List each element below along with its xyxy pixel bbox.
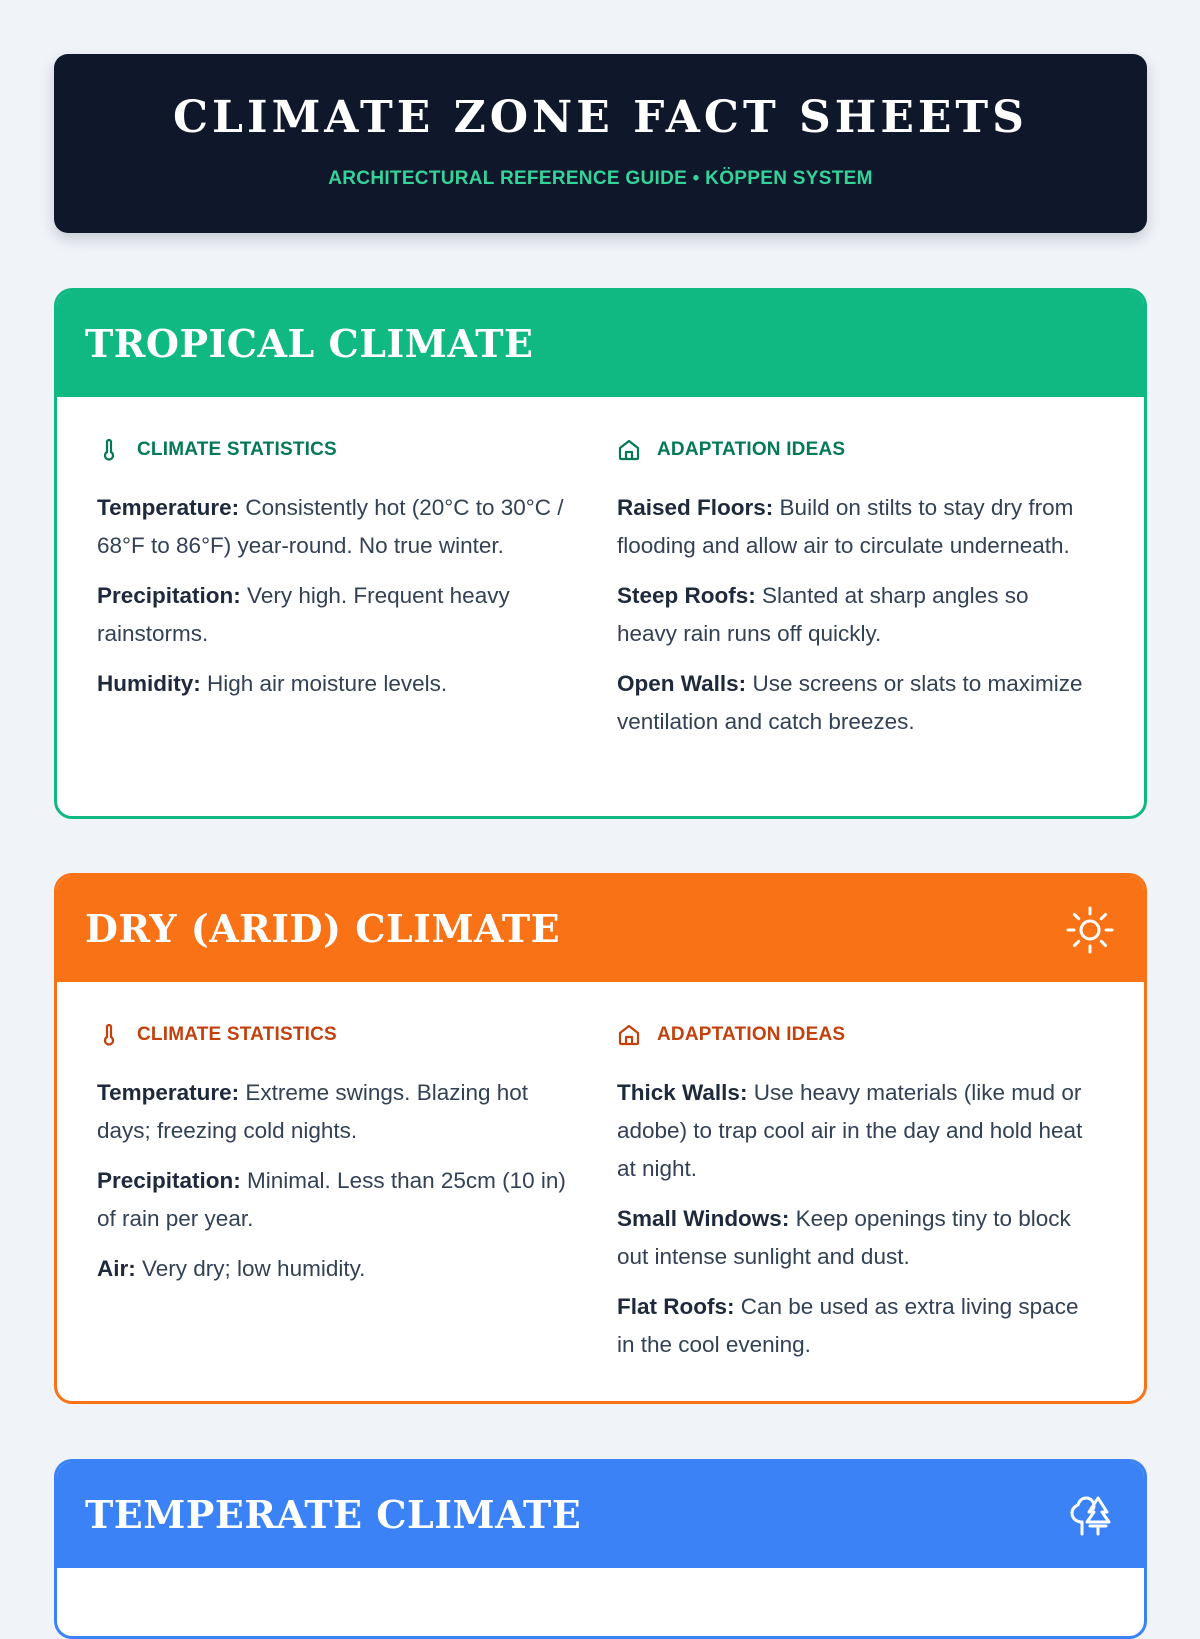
idea-label: Raised Floors: [617, 495, 774, 520]
stat-label: Precipitation: [97, 1168, 241, 1193]
stat-text: Minimal. Less than 25cm (10 in) of rain per year. [97, 1168, 566, 1231]
card-header-dry [57, 876, 1144, 982]
stat-text: Consistently hot (20°C to 30°C / 68°F to 86°F) year-round. No true winter. [97, 495, 564, 558]
idea-item [617, 665, 1087, 741]
stats-column [97, 437, 567, 703]
ideas-heading-label: ADAPTATION IDEAS [657, 439, 846, 460]
idea-label: Open Walls: [617, 671, 747, 696]
ideas-heading [617, 437, 1087, 463]
idea-item [617, 1288, 1087, 1364]
idea-text: Slanted at sharp angles so heavy rain runs off quickly. [617, 583, 1029, 646]
page-subtitle: ARCHITECTURAL REFERENCE GUIDE • KÖPPEN SYSTEM [328, 168, 873, 189]
trees-icon [1064, 1490, 1116, 1542]
stat-label: Precipitation: [97, 583, 241, 608]
stats-column [97, 1022, 567, 1288]
thermometer-icon [97, 1023, 121, 1047]
stats-heading [97, 437, 567, 463]
idea-text: Can be used as extra living space in the cool evening. [617, 1294, 1079, 1357]
idea-item [617, 577, 1087, 653]
idea-label: Steep Roofs: [617, 583, 756, 608]
card-title-dry: DRY (ARID) CLIMATE [85, 906, 561, 951]
stat-text: Very dry; low humidity. [142, 1256, 366, 1281]
card-title-tropical: TROPICAL CLIMATE [85, 321, 534, 366]
card-title-temperate: TEMPERATE CLIMATE [85, 1492, 582, 1537]
stat-item [97, 665, 567, 703]
idea-label: Thick Walls: [617, 1080, 748, 1105]
sun-icon [1064, 904, 1116, 956]
idea-item [617, 1200, 1087, 1276]
ideas-column [617, 1022, 1087, 1364]
house-icon [617, 438, 641, 462]
thermometer-icon [97, 438, 121, 462]
stat-text: Very high. Frequent heavy rainstorms. [97, 583, 510, 646]
stat-label: Air: [97, 1256, 136, 1281]
stat-item [97, 1074, 567, 1150]
stats-heading-label: CLIMATE STATISTICS [137, 1024, 337, 1045]
card-header-temperate [57, 1462, 1144, 1568]
stat-text: High air moisture levels. [207, 671, 448, 696]
ideas-heading [617, 1022, 1087, 1048]
idea-label: Flat Roofs: [617, 1294, 735, 1319]
stat-item [97, 1250, 567, 1288]
idea-text: Build on stilts to stay dry from flooding and allow air to circulate underneath. [617, 495, 1074, 558]
ideas-column [617, 437, 1087, 741]
stat-item [97, 489, 567, 565]
idea-item [617, 1074, 1087, 1188]
house-icon [617, 1023, 641, 1047]
stat-label: Humidity: [97, 671, 201, 696]
stat-item [97, 1162, 567, 1238]
ideas-heading-label: ADAPTATION IDEAS [657, 1024, 846, 1045]
stat-label: Temperature: [97, 1080, 240, 1105]
idea-text: Use heavy materials (like mud or adobe) to trap cool air in the day and hold heat at night. [617, 1080, 1083, 1181]
stats-heading [97, 1022, 567, 1048]
card-dry [54, 873, 1147, 1404]
stat-label: Temperature: [97, 495, 240, 520]
idea-text: Use screens or slats to maximize ventilation and catch breezes. [617, 671, 1083, 734]
idea-text: Keep openings tiny to block out intense sunlight and dust. [617, 1206, 1071, 1269]
stat-item [97, 577, 567, 653]
idea-label: Small Windows: [617, 1206, 790, 1231]
stats-heading-label: CLIMATE STATISTICS [137, 439, 337, 460]
card-temperate [54, 1459, 1147, 1639]
card-tropical [54, 288, 1147, 819]
page-title: CLIMATE ZONE FACT SHEETS [173, 92, 1028, 143]
stat-text: Extreme swings. Blazing hot days; freezing cold nights. [97, 1080, 529, 1143]
page-header [54, 54, 1147, 233]
idea-item [617, 489, 1087, 565]
card-header-tropical [57, 291, 1144, 397]
